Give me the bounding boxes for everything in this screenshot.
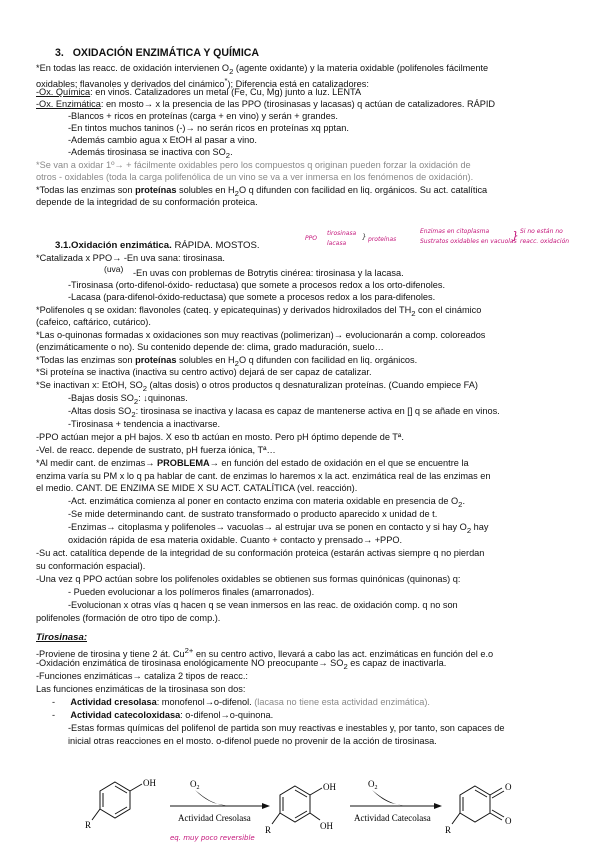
text-line: -Además tirosinasa se inactiva con $SO_2$. bbox=[68, 147, 233, 160]
text-line-label: (uva) bbox=[104, 264, 124, 274]
text-line: -En uvas con problemas de Botrytis cinérea: tirosinasa y la lacasa. bbox=[133, 268, 404, 278]
text-line: (enzimáticamente o no). Su contenido depende de: clima, grado maduración, suelo… bbox=[36, 342, 384, 352]
text-line: -PPO actúan mejor a pH bajos. X eso tb actúan en mosto. Pero pH óptimo depende de Tª. bbox=[36, 432, 404, 442]
text-line: -Proviene de tirosina y tiene 2 át. $Cu^{2+}$ en su centro activo, llevará a cabo las act. enzimáticas en función del e.o bbox=[36, 646, 494, 660]
text-line: el medio. CANT. DE ENZIMA SE MIDE X SU ACT. CATALÍTICA (vel. reacción). bbox=[36, 483, 358, 493]
text-line: *Polifenoles q se oxidan: flavonoles (cateq. y epicatequinas) y derivados hidroxilados del $TH_2$ con el cinámico bbox=[36, 305, 482, 318]
reaction-scheme bbox=[0, 776, 600, 848]
brace-icon: } bbox=[512, 229, 519, 242]
handnote-lacasa: lacasa bbox=[327, 240, 347, 247]
text-line: *Si proteína se inactiva (inactiva su centro activo) dejará de ser capaz de catalizar. bbox=[36, 367, 372, 377]
handnote-tirosinasa: tirosinasa bbox=[327, 230, 357, 237]
text-line: depende de la integridad de su conformación proteica. bbox=[36, 197, 258, 207]
text-line: *Las o-quinonas formadas x oxidaciones son muy reactivas (polimerizan)→ evolucionarán a comp. coloreados bbox=[36, 330, 486, 340]
section-3-title: OXIDACIÓN ENZIMÁTICA Y QUÍMICA bbox=[72, 47, 260, 59]
text-line: (cafeico, caftárico, cutárico). bbox=[36, 317, 151, 327]
text-line: *Todas las enzimas son proteínas solubles en $H_2O$ q difunden con facilidad en liq. orgánicos. bbox=[36, 355, 418, 368]
handnote-proteinas: proteínas bbox=[368, 236, 397, 243]
text-line: Las funciones enzimáticas de la tirosinasa son dos: bbox=[36, 684, 246, 694]
text-line: -Evolucionan x otras vías q hacen q se vean inmersos en las reac. de oxidación comp. q no son bbox=[68, 600, 458, 610]
text-line: -Ox. Química: en vinos. Catalizadores un metal (Fe, Cu, Mg) junto a luz. LENTA bbox=[36, 87, 362, 97]
text-line: -Act. enzimática comienza al poner en contacto enzima con materia oxidable en presencia de $O_2$. bbox=[68, 496, 465, 509]
text-line: oxidables; flavanoles y derivados del cinámico*); Diferencia está en catalizadores: bbox=[36, 76, 369, 90]
handnote-ppo: PPO bbox=[305, 235, 317, 242]
text-line: -Bajas dosis $SO_2$: ↓quinonas. bbox=[68, 393, 188, 406]
catechol-structure bbox=[272, 786, 322, 824]
quinone-structure bbox=[452, 786, 504, 824]
text-line: polifenoles (formación de otro tipo de comp.). bbox=[36, 613, 221, 623]
text-line: oxidación rápida de esa materia oxidable. Cuanto + contacto y prensado→ +PPO. bbox=[68, 535, 403, 545]
text-line: -Funciones enzimáticas→ cataliza 2 tipos de reacc.: bbox=[36, 671, 248, 681]
section-3-heading: 3. OXIDACIÓN ENZIMÁTICA Y QUÍMICA bbox=[55, 47, 260, 59]
handnote-enzimas: Enzimas en citoplasma bbox=[420, 228, 490, 235]
quinone-o-label-2: O bbox=[505, 816, 512, 826]
text-line: -Vel. de reacc. depende de sustrato, pH fuerza iónica, Tª… bbox=[36, 445, 276, 455]
cresolasa-arrow bbox=[170, 790, 270, 809]
handnote-eq: eq. muy poco reversible bbox=[170, 834, 255, 842]
text-line: *Se van a oxidar 1º→ + fácilmente oxidables pero los compuestos q originan pueden forzar la oxidación de bbox=[36, 160, 471, 170]
handnote-reacc: reacc. oxidación bbox=[520, 238, 570, 245]
quinone-r-label: R bbox=[445, 825, 452, 835]
text-line: enzima varía su PM x lo q pa hablar de cant. de enzimas lo haremos x la act. enzimática real de las enzimas en bbox=[36, 471, 491, 481]
phenol-structure bbox=[92, 782, 142, 820]
catechol-oh-label-1: OH bbox=[323, 782, 336, 792]
o2-label-1: $O_2$ bbox=[190, 779, 200, 791]
phenol-oh-label: OH bbox=[143, 778, 156, 788]
handnote-sustratos: Sustratos oxidables en vacuolas bbox=[420, 238, 517, 245]
o2-label-2: $O_2$ bbox=[368, 779, 378, 791]
cresolasa-label: Actividad Cresolasa bbox=[178, 813, 251, 823]
text-line: -Se mide determinando cant. de sustrato transformado o producto aparecido x unidad de t. bbox=[68, 509, 438, 519]
text-line: -En tintos muchos taninos (-)→ no serán ricos en proteínas xq pptan. bbox=[68, 123, 349, 133]
text-line: -Altas dosis $SO_2$: tirosinasa se inactiva y lacasa es capaz de mantenerse activa en [] q se añade en vinos. bbox=[68, 406, 500, 419]
text-line: -Una vez q PPO actúan sobre los polifenoles oxidables se obtienen sus formas quinónicas (quinonas) q: bbox=[36, 574, 461, 584]
catecolasa-arrow bbox=[350, 790, 442, 809]
handnote-si-no-estan: Si no están no bbox=[520, 228, 563, 235]
text-line: -Tirosinasa + tendencia a inactivarse. bbox=[68, 419, 221, 429]
text-line: *En todas las reacc. de oxidación intervienen $O_2$ (agente oxidante) y la materia oxidable (polifenoles fácilmente bbox=[36, 63, 489, 76]
catechol-r-label: R bbox=[265, 825, 272, 835]
quinone-o-label-1: O bbox=[505, 782, 512, 792]
text-line: - Pueden evolucionar a los polímeros finales (amarronados). bbox=[68, 587, 315, 597]
text-line: -Oxidación enzimática de tirosinasa enológicamente NO preocupante→ $SO_2$ es capaz de inactivarla. bbox=[36, 658, 447, 671]
text-line: -Enzimas→ citoplasma y polifenoles→ vacuolas→ al estrujar uva se ponen en contacto y si hay $O_2$ hay bbox=[68, 522, 489, 535]
catechol-oh-label-2: OH bbox=[320, 821, 333, 831]
text-line: *Catalizada x PPO→ -En uva sana: tirosinasa. bbox=[36, 253, 225, 263]
text-line: *Todas las enzimas son proteínas solubles en $H_2O$ q difunden con facilidad en liq. orgánicos. Su act. catalítica bbox=[36, 185, 488, 198]
text-line: -Además cambio agua x EtOH al pasar a vino. bbox=[68, 135, 257, 145]
text-line: *Se inactivan x: EtOH, $SO_2$ (altas dosis) o otros productos q desnaturalizan proteínas. (Cuando empiece FA) bbox=[36, 380, 478, 393]
brace-icon: } bbox=[362, 233, 367, 241]
text-line: -Blancos + ricos en proteínas (carga + en vino) y serán + grandes. bbox=[68, 111, 338, 121]
text-line: -Su act. catalítica depende de la integridad de su conformación proteica (estarán activas siempre q no pierdan bbox=[36, 548, 485, 558]
text-line: -Ox. Enzimática: en mosto→ x la presencia de las PPO (tirosinasas y lacasas) q actúan de catalizadores. RÁPID bbox=[36, 99, 496, 109]
section-3-1-heading: 3.1.Oxidación enzimática. RÁPIDA. MOSTOS. bbox=[55, 240, 260, 251]
text-line: inicial otras reacciones en el mosto. o-difenol puede no provenir de la acción de tirosinasa. bbox=[68, 736, 437, 746]
text-line: otros - oxidables (toda la carga polifenólica de un vino se va a ver inmersa en los fenómenos de oxidación). bbox=[36, 172, 474, 182]
tirosinasa-heading: Tirosinasa: bbox=[36, 632, 88, 643]
text-line: -Estas formas químicas del polifenol de partida son muy reactivas e inestables y, por tanto, son capaces de bbox=[68, 723, 505, 733]
text-line: -Lacasa (para-difenol-óxido-reductasa) que somete a procesos redox a los para-difenoles. bbox=[68, 292, 436, 302]
text-line: *Al medir cant. de enzimas→ PROBLEMA→ en función del estado de oxidación en el que se encuentre la bbox=[36, 458, 469, 468]
catecolasa-label: Actividad Catecolasa bbox=[354, 813, 431, 823]
bullet-cresolasa: - Actividad cresolasa: monofenol→o-difenol. (lacasa no tiene esta actividad enzimática). bbox=[52, 697, 430, 707]
bullet-catecoloxidasa: - Actividad catecoloxidasa: o-difenol→o-quinona. bbox=[52, 710, 274, 720]
text-line: -Tirosinasa (orto-difenol-óxido- reductasa) que somete a procesos redox a los orto-difenoles. bbox=[68, 280, 446, 290]
phenol-r-label: R bbox=[85, 820, 92, 830]
text-line: su conformación espacial). bbox=[36, 561, 146, 571]
